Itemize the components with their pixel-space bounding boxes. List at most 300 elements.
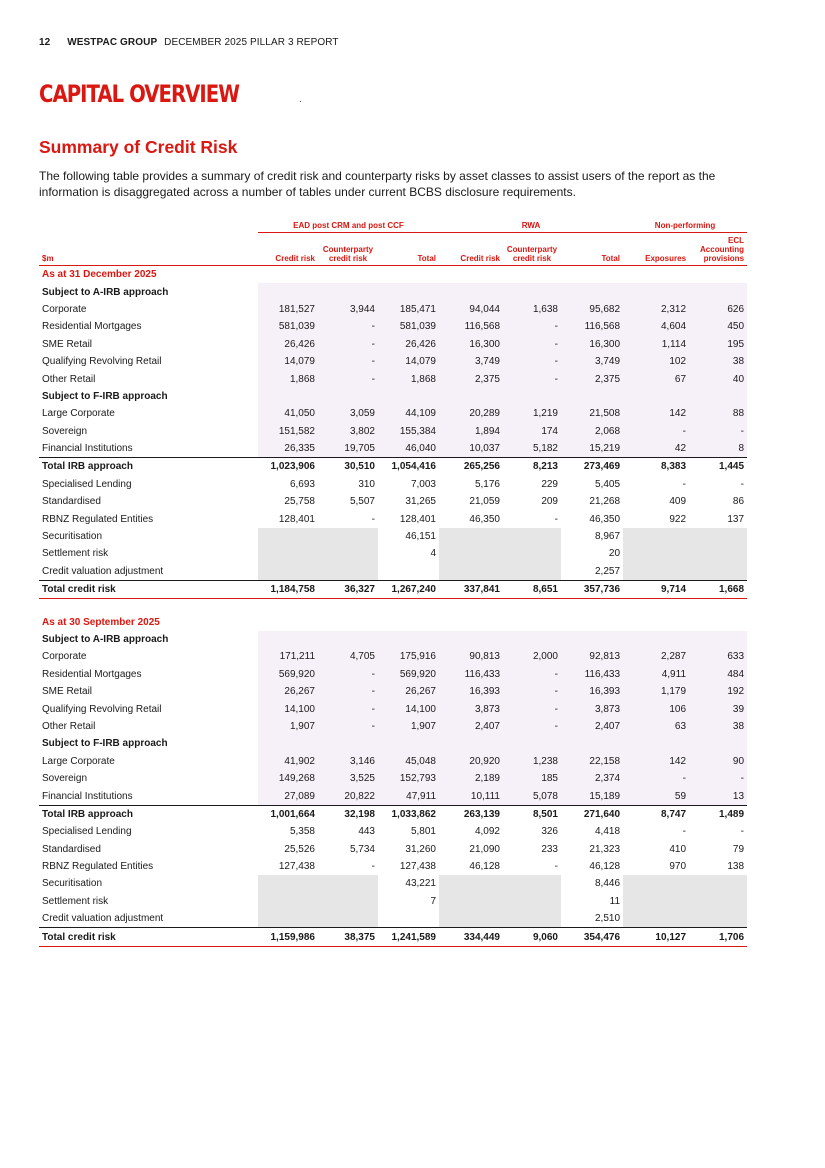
cell-value: -: [623, 423, 689, 440]
period-label: As at 30 September 2025: [42, 616, 160, 628]
cell-value: 8,967: [594, 531, 621, 543]
cell-value: 633: [689, 648, 747, 665]
table-row: [39, 910, 747, 928]
cell-value: [561, 631, 623, 648]
cell-value: 26,426: [258, 336, 318, 353]
cell-value: -: [371, 861, 375, 873]
cell-value: 16,300: [439, 336, 503, 353]
cell-value: 95,682: [561, 301, 623, 318]
cell-value: 116,433: [439, 666, 503, 683]
cell-value: [689, 893, 747, 910]
cell-value: 581,039: [378, 318, 439, 335]
period-heading-row: [39, 266, 747, 284]
table-row: [39, 545, 747, 562]
cell-value: 13: [689, 787, 747, 805]
cell-value: 4,705: [318, 648, 378, 665]
cell-value: 3,146: [318, 753, 378, 770]
cell-value: 25,526: [284, 843, 315, 855]
cell-value: 4,418: [594, 826, 621, 838]
cell-value: 8,446: [594, 878, 621, 890]
cell-value: 42: [623, 440, 689, 458]
cell-value: 1,868: [378, 370, 439, 387]
table-row: [39, 683, 747, 700]
table-row: [39, 301, 747, 318]
cell-value: 20: [608, 548, 621, 560]
cell-value: 20,289: [439, 405, 503, 422]
section-title: CAPITAL OVERVIEW: [39, 80, 239, 108]
cell-value: 10,111: [439, 787, 503, 805]
cell-value: 27,089: [258, 787, 318, 805]
cell-value: 8,651: [503, 581, 561, 599]
cell-value: 3,944: [318, 301, 378, 318]
cell-value: [439, 388, 503, 405]
cell-value: 14,079: [378, 353, 439, 370]
cell-value: [503, 910, 561, 928]
cell-value: [623, 875, 689, 892]
row-label: Sovereign: [42, 425, 88, 437]
cell-value: 1,907: [378, 718, 439, 735]
cell-value: [258, 283, 318, 300]
cell-value: 171,211: [258, 648, 318, 665]
cell-value: 1,868: [258, 370, 318, 387]
cell-value: 2,312: [623, 301, 689, 318]
ead-total-header: Total: [378, 233, 439, 266]
np-exposures-header: Exposures: [623, 233, 689, 266]
cell-value: 569,920: [378, 666, 439, 683]
ead-credit-risk-header: Credit risk: [258, 233, 318, 266]
credit-risk-table: [39, 212, 747, 947]
cell-value: 151,582: [258, 423, 318, 440]
cell-value: 337,841: [439, 581, 503, 599]
cell-value: 3,802: [318, 423, 378, 440]
cell-value: 21,059: [469, 496, 500, 508]
cell-value: -: [503, 700, 561, 717]
cell-value: 1,033,862: [378, 805, 439, 823]
cell-value: 26,267: [378, 683, 439, 700]
cell-value: [689, 631, 747, 648]
cell-value: 4,604: [623, 318, 689, 335]
cell-value: [689, 875, 747, 892]
cell-value: [623, 893, 689, 910]
table-row: [39, 753, 747, 770]
cell-value: 38: [689, 353, 747, 370]
cell-value: 38,375: [318, 928, 378, 946]
table-row: [39, 336, 747, 353]
cell-value: 142: [623, 405, 689, 422]
cell-value: 31,260: [405, 843, 436, 855]
cell-value: 4,911: [623, 666, 689, 683]
cell-value: [503, 631, 561, 648]
cell-value: [258, 545, 318, 562]
cell-value: 409: [669, 496, 687, 508]
subtitle: Summary of Credit Risk: [39, 137, 238, 157]
table-row: [39, 875, 747, 892]
cell-value: 1,219: [503, 405, 561, 422]
cell-value: [378, 910, 439, 928]
cell-value: [623, 910, 689, 928]
cell-value: 63: [623, 718, 689, 735]
cell-value: [318, 563, 378, 581]
cell-value: 36,327: [318, 581, 378, 599]
row-label: Total credit risk: [39, 928, 258, 946]
period-label: As at 31 December 2025: [42, 269, 157, 281]
cell-value: 3,873: [439, 700, 503, 717]
cell-value: 9,060: [503, 928, 561, 946]
cell-value: 67: [623, 370, 689, 387]
cell-value: 20,822: [318, 787, 378, 805]
cell-value: 43,221: [405, 878, 436, 890]
table-row: [39, 631, 747, 648]
cell-value: [561, 735, 623, 752]
cell-value: 4,092: [474, 826, 500, 838]
cell-value: 1,267,240: [378, 581, 439, 599]
cell-value: 8: [689, 440, 747, 458]
cell-value: 137: [727, 513, 745, 525]
cell-value: [318, 545, 378, 562]
cell-value: 6,693: [289, 478, 315, 490]
table-row: [39, 476, 747, 493]
table-row: [39, 370, 747, 387]
table-row: [39, 318, 747, 335]
cell-value: [258, 893, 318, 910]
cell-value: 10,127: [623, 928, 689, 946]
row-label: Other Retail: [42, 720, 96, 732]
cell-value: 15,219: [561, 440, 623, 458]
table-row: [39, 440, 747, 458]
cell-value: [623, 545, 689, 562]
cell-value: 7: [430, 895, 436, 907]
row-label: Credit valuation adjustment: [42, 913, 164, 925]
row-label: Financial Institutions: [42, 443, 133, 455]
cell-value: 357,736: [561, 581, 623, 599]
cell-value: [503, 283, 561, 300]
column-header-row: [39, 233, 747, 266]
cell-value: 8,213: [503, 458, 561, 476]
cell-value: 41,902: [258, 753, 318, 770]
cell-value: 185,471: [378, 301, 439, 318]
cell-value: -: [503, 370, 561, 387]
row-label: Sovereign: [42, 773, 88, 785]
cell-value: 21,268: [589, 496, 621, 508]
intro-paragraph: The following table provides a summary of credit risk and counterparty risks by asset classes to assist users of the report as the information is disaggregated across a number of tables under current BCBS disclosure requirements.: [39, 169, 716, 199]
cell-value: 11: [609, 895, 621, 907]
cell-value: [561, 388, 623, 405]
cell-value: [439, 893, 503, 910]
cell-value: 15,189: [561, 787, 623, 805]
cell-value: -: [318, 683, 378, 700]
ead-counterparty-header: Counterparty credit risk: [318, 233, 378, 266]
cell-value: 21,090: [469, 843, 500, 855]
cell-value: 19,705: [318, 440, 378, 458]
cell-value: 128,401: [399, 513, 436, 525]
cell-value: -: [371, 513, 375, 525]
cell-value: 16,300: [561, 336, 623, 353]
cell-value: 1,445: [689, 458, 747, 476]
cell-value: 5,182: [503, 440, 561, 458]
cell-value: -: [689, 423, 747, 440]
cell-value: 2,287: [623, 648, 689, 665]
cell-value: [439, 563, 503, 581]
cell-value: [439, 545, 503, 562]
row-label: Settlement risk: [42, 895, 109, 907]
cell-value: 7,003: [410, 478, 436, 490]
cell-value: 1,706: [689, 928, 747, 946]
cell-value: 410: [669, 843, 687, 855]
cell-value: 1,241,589: [378, 928, 439, 946]
row-label: Total IRB approach: [39, 458, 258, 476]
row-label: Subject to F-IRB approach: [42, 738, 168, 750]
cell-value: 1,023,906: [258, 458, 318, 476]
cell-value: 185: [503, 770, 561, 787]
cell-value: [561, 283, 623, 300]
cell-value: [503, 875, 561, 892]
cell-value: [623, 283, 689, 300]
cell-value: -: [318, 336, 378, 353]
cell-value: 102: [623, 353, 689, 370]
cell-value: [689, 283, 747, 300]
cell-value: [439, 631, 503, 648]
row-label: Large Corporate: [42, 755, 115, 767]
cell-value: 3,749: [439, 353, 503, 370]
cell-value: [378, 388, 439, 405]
row-label: Other Retail: [42, 373, 96, 385]
cell-value: [318, 893, 378, 910]
cell-value: 25,758: [284, 496, 315, 508]
cell-value: 8,747: [623, 805, 689, 823]
cell-value: -: [740, 826, 745, 838]
cell-value: 59: [623, 787, 689, 805]
cell-value: [689, 910, 747, 928]
cell-value: [318, 910, 378, 928]
cell-value: 1,179: [623, 683, 689, 700]
table-row: [39, 423, 747, 440]
table-row: [39, 858, 747, 875]
cell-value: [503, 893, 561, 910]
cell-value: 310: [358, 478, 375, 490]
cell-value: [318, 388, 378, 405]
cell-value: 9,714: [623, 581, 689, 599]
cell-value: [689, 735, 747, 752]
cell-value: 41,050: [258, 405, 318, 422]
cell-value: 1,114: [623, 336, 689, 353]
cell-value: 175,916: [378, 648, 439, 665]
cell-value: -: [689, 770, 747, 787]
rwa-credit-risk-header: Credit risk: [439, 233, 503, 266]
page-header: [39, 37, 339, 48]
table-row: [39, 283, 747, 300]
group-rwa: RWA: [439, 212, 623, 233]
cell-value: 92,813: [561, 648, 623, 665]
cell-value: 1,668: [689, 581, 747, 599]
row-label: Specialised Lending: [42, 478, 132, 490]
rwa-total-header: Total: [561, 233, 623, 266]
cell-value: 1,638: [503, 301, 561, 318]
table-row: [39, 787, 747, 805]
cell-value: [318, 283, 378, 300]
report-name: DECEMBER 2025 PILLAR 3 REPORT: [164, 37, 339, 48]
cell-value: [378, 735, 439, 752]
cell-value: [318, 528, 378, 545]
cell-value: -: [503, 683, 561, 700]
cell-value: 5,358: [289, 826, 315, 838]
cell-value: 38: [689, 718, 747, 735]
cell-value: [258, 563, 318, 581]
cell-value: 26,267: [258, 683, 318, 700]
cell-value: 2,375: [561, 370, 623, 387]
cell-value: [439, 875, 503, 892]
cell-value: 2,510: [594, 913, 621, 925]
cell-value: 443: [358, 826, 375, 838]
group-header-row: [39, 212, 747, 233]
cell-value: 47,911: [378, 787, 439, 805]
cell-value: 32,198: [318, 805, 378, 823]
cell-value: 354,476: [561, 928, 623, 946]
cell-value: [689, 545, 747, 562]
cell-value: [258, 528, 318, 545]
cell-value: 1,001,664: [258, 805, 318, 823]
table-row: [39, 353, 747, 370]
cell-value: 2,257: [594, 565, 621, 577]
cell-value: 46,128: [469, 861, 500, 873]
cell-value: [623, 388, 689, 405]
row-label: RBNZ Regulated Entities: [42, 513, 154, 525]
cell-value: 3,525: [318, 770, 378, 787]
table-row: [39, 388, 747, 405]
table-row: [39, 493, 747, 510]
cell-value: 116,433: [561, 666, 623, 683]
cell-value: 40: [689, 370, 747, 387]
cell-value: 31,265: [405, 496, 436, 508]
cell-value: 152,793: [378, 770, 439, 787]
cell-value: [318, 631, 378, 648]
cell-value: 14,100: [258, 700, 318, 717]
cell-value: 116,568: [561, 318, 623, 335]
table-row: [39, 405, 747, 422]
cell-value: [439, 910, 503, 928]
cell-value: 1,238: [503, 753, 561, 770]
row-label: Qualifying Revolving Retail: [42, 703, 162, 715]
cell-value: 2,407: [561, 718, 623, 735]
row-label: Residential Mortgages: [42, 321, 142, 333]
row-label: SME Retail: [42, 686, 93, 698]
cell-value: 127,438: [399, 861, 436, 873]
cell-value: 79: [732, 843, 745, 855]
cell-value: 326: [541, 826, 558, 838]
cell-value: 21,323: [589, 843, 621, 855]
cell-value: 30,510: [318, 458, 378, 476]
cell-value: [258, 735, 318, 752]
cell-value: [689, 563, 747, 581]
cell-value: [503, 388, 561, 405]
period-heading-row: [39, 613, 747, 630]
cell-value: 265,256: [439, 458, 503, 476]
table-row: [39, 648, 747, 665]
table-row: [39, 528, 747, 545]
cell-value: 16,393: [439, 683, 503, 700]
cell-value: [378, 283, 439, 300]
row-label: Total IRB approach: [39, 805, 258, 823]
cell-value: 5,801: [410, 826, 436, 838]
table-row: [39, 718, 747, 735]
cell-value: 46,128: [589, 861, 621, 873]
cell-value: 116,568: [439, 318, 503, 335]
table-row: [39, 666, 747, 683]
row-label: Credit valuation adjustment: [42, 565, 164, 577]
cell-value: [318, 875, 378, 892]
row-label: Standardised: [42, 843, 101, 855]
cell-value: 450: [689, 318, 747, 335]
cell-value: -: [318, 370, 378, 387]
cell-value: -: [503, 718, 561, 735]
cell-value: -: [318, 353, 378, 370]
cell-value: 26,335: [258, 440, 318, 458]
cell-value: 1,907: [258, 718, 318, 735]
row-label: Securitisation: [42, 531, 103, 543]
table-row: [39, 581, 747, 599]
row-label: RBNZ Regulated Entities: [42, 861, 154, 873]
cell-value: [503, 735, 561, 752]
cell-value: -: [318, 718, 378, 735]
cell-value: 2,407: [439, 718, 503, 735]
cell-value: 3,749: [561, 353, 623, 370]
cell-value: 3,873: [561, 700, 623, 717]
cell-value: -: [503, 318, 561, 335]
credit-table-body: [39, 266, 747, 947]
cell-value: 90,813: [439, 648, 503, 665]
cell-value: 22,158: [561, 753, 623, 770]
cell-value: [623, 631, 689, 648]
row-label: Subject to A-IRB approach: [42, 286, 169, 298]
cell-value: [439, 528, 503, 545]
cell-value: 1,184,758: [258, 581, 318, 599]
cell-value: 209: [541, 496, 558, 508]
row-label: Corporate: [42, 651, 87, 663]
cell-value: -: [554, 861, 558, 873]
cell-value: 174: [503, 423, 561, 440]
cell-value: 229: [541, 478, 558, 490]
row-label: Subject to A-IRB approach: [42, 634, 169, 645]
cell-value: 14,079: [258, 353, 318, 370]
cell-value: 1,489: [689, 805, 747, 823]
cell-value: [503, 528, 561, 545]
cell-value: -: [318, 318, 378, 335]
cell-value: 581,039: [258, 318, 318, 335]
row-label: SME Retail: [42, 338, 93, 350]
table-row: [39, 458, 747, 476]
row-label: Subject to F-IRB approach: [42, 390, 168, 402]
cell-value: 626: [689, 301, 747, 318]
cell-value: 569,920: [258, 666, 318, 683]
cell-value: 5,734: [349, 843, 375, 855]
cell-value: 86: [732, 496, 745, 508]
cell-value: 26,426: [378, 336, 439, 353]
cell-value: 484: [689, 666, 747, 683]
cell-value: 127,438: [278, 861, 315, 873]
cell-value: 192: [689, 683, 747, 700]
cell-value: [258, 875, 318, 892]
cell-value: 2,189: [439, 770, 503, 787]
row-label: Financial Institutions: [42, 790, 133, 802]
cell-value: 39: [689, 700, 747, 717]
row-label: Securitisation: [42, 878, 103, 890]
table-row: [39, 510, 747, 527]
cell-value: 88: [689, 405, 747, 422]
cell-value: 922: [669, 513, 687, 525]
cell-value: 45,048: [378, 753, 439, 770]
cell-value: 334,449: [439, 928, 503, 946]
cell-value: -: [503, 336, 561, 353]
cell-value: [258, 631, 318, 648]
